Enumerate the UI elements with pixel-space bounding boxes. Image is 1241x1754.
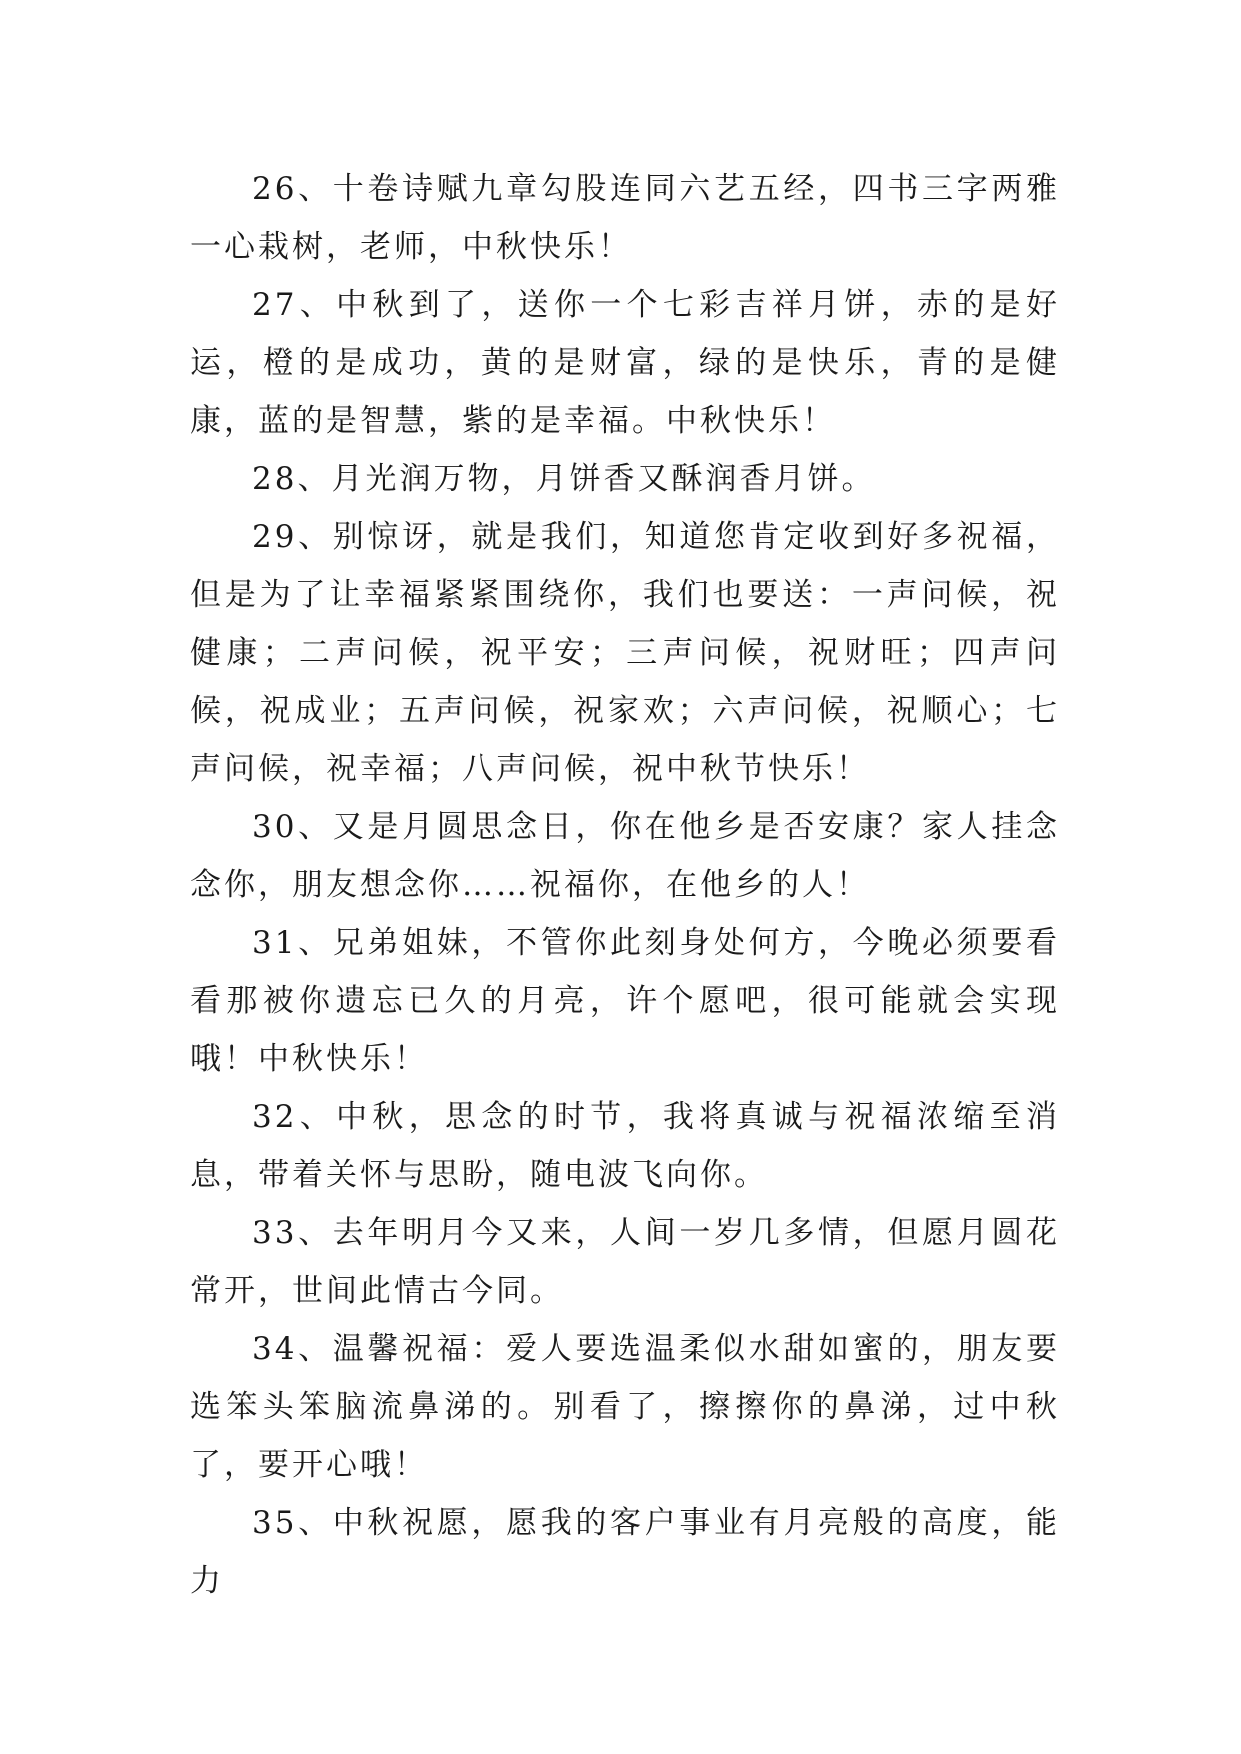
paragraph-31: 31、兄弟姐妹，不管你此刻身处何方，今晚必须要看看那被你遗忘已久的月亮，许个愿吧，很可能就会实现哦！中秋快乐！ [190, 925, 1060, 1077]
paragraph-29: 29、别惊讶，就是我们，知道您肯定收到好多祝福，但是为了让幸福紧紧围绕你，我们也要送：一声问候，祝健康；二声问候，祝平安；三声问候，祝财旺；四声问候，祝成业；五声问候，祝家欢；六声问候，祝顺心；七声问候，祝幸福；八声问候，祝中秋节快乐！ [190, 519, 1060, 787]
paragraph-28: 28、月光润万物，月饼香又酥润香月饼。 [252, 461, 876, 497]
paragraph-34: 34、温馨祝福：爱人要选温柔似水甜如蜜的，朋友要选笨头笨脑流鼻涕的。别看了，擦擦你的鼻涕，过中秋了，要开心哦！ [190, 1331, 1060, 1483]
paragraph-33: 33、去年明月今又来，人间一岁几多情，但愿月圆花常开，世间此情古今同。 [190, 1215, 1060, 1309]
paragraph-30: 30、又是月圆思念日，你在他乡是否安康？家人挂念念你，朋友想念你……祝福你，在他乡的人！ [190, 809, 1060, 903]
document-body [190, 160, 1060, 1610]
paragraph-32: 32、中秋，思念的时节，我将真诚与祝福浓缩至消息，带着关怀与思盼，随电波飞向你。 [190, 1099, 1060, 1193]
paragraph-27: 27、中秋到了，送你一个七彩吉祥月饼，赤的是好运，橙的是成功，黄的是财富，绿的是快乐，青的是健康，蓝的是智慧，紫的是幸福。中秋快乐！ [190, 287, 1060, 439]
paragraph-35: 35、中秋祝愿，愿我的客户事业有月亮般的高度，能力 [190, 1505, 1060, 1599]
paragraph-26: 26、十卷诗赋九章勾股连同六艺五经，四书三字两雅一心栽树，老师，中秋快乐！ [190, 171, 1060, 265]
